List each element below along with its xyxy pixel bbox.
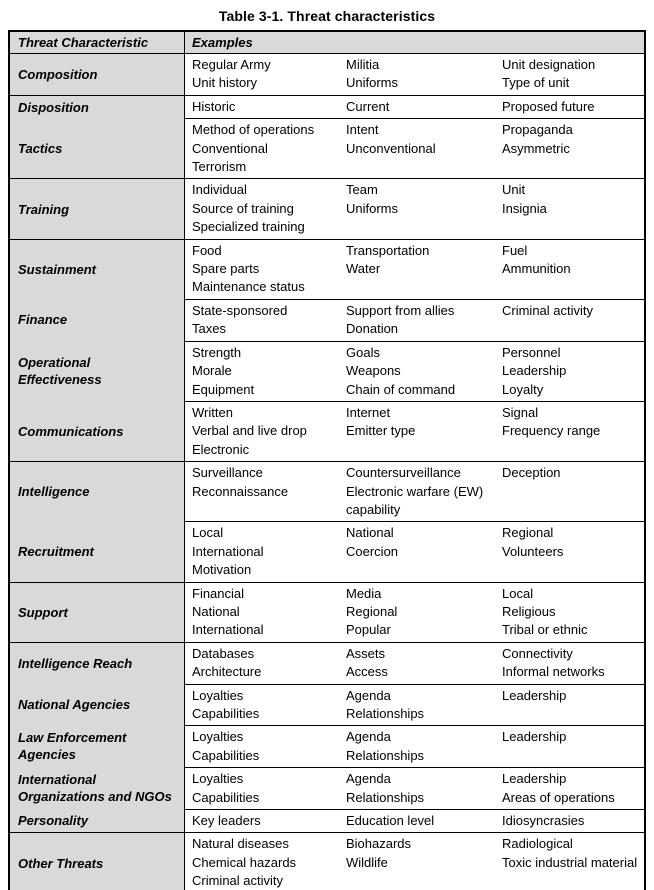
examples-column-2 [346,812,502,830]
header-threat-characteristic: Threat Characteristic [10,32,185,53]
characteristic-label: Operational Effectiveness [18,354,102,387]
example-item: Donation [346,321,399,337]
examples-column-1 [192,121,346,176]
characteristic-row-intelligence [10,462,644,521]
examples-cell [185,401,644,461]
examples-column-2 [346,585,502,640]
examples-cell [185,179,644,238]
example-item: Unit [502,182,526,198]
examples-cell [185,684,644,726]
characteristic-label-cell [10,583,185,642]
example-item: Media [346,585,382,601]
examples-cell [185,299,644,341]
example-item: Agenda [346,771,391,787]
example-item: Biohazards [346,836,412,852]
characteristic-label: Support [18,604,68,620]
example-item: Leadership [502,771,567,787]
example-item: Terrorism [192,159,247,175]
example-item: Transportation [346,242,430,258]
example-item: Regular Army [192,57,271,72]
example-item: Individual [192,182,247,198]
examples-cell [185,96,644,118]
examples-column-3 [502,687,640,724]
example-item: Relationships [346,789,425,805]
example-item: Popular [346,622,391,638]
example-item: Team [346,182,378,198]
example-item: Regional [502,525,554,541]
example-item: Personnel [502,344,561,360]
example-item: Toxic industrial material [502,854,638,870]
examples-column-3 [502,524,640,579]
example-item: Emitter type [346,423,416,439]
characteristic-label-cell [10,401,185,461]
examples-column-3 [502,645,640,682]
examples-column-2 [346,242,502,297]
example-item: Relationships [346,747,425,763]
example-item: Religious [502,603,556,619]
examples-column-3 [502,242,640,297]
example-item: Regional [346,603,398,619]
table-header-block [10,32,644,53]
examples-column-3 [502,585,640,640]
example-item: Local [192,525,224,541]
example-item: Verbal and live drop [192,423,307,439]
examples-cell [185,725,644,767]
example-item: Proposed future [502,98,595,114]
example-item: Written [192,404,233,420]
characteristic-label: Other Threats [18,855,104,871]
examples-column-1 [192,812,346,830]
example-item: Asymmetric [502,140,570,156]
characteristic-row-other-threats [10,833,644,890]
example-item: Tribal or ethnic [502,622,588,638]
example-item: Agenda [346,729,391,745]
characteristic-label: Law Enforcement Agencies [18,730,127,763]
example-item: Method of operations [192,122,315,138]
characteristic-row-intelligence-reach [10,643,644,684]
example-item: Signal [502,404,539,420]
examples-column-1 [192,181,346,236]
example-item: International [192,543,264,559]
table-block [10,642,644,833]
example-item: Strength [192,344,242,360]
example-item: Unit history [192,75,258,91]
example-item: Surveillance [192,465,263,481]
characteristic-row-tactics [10,118,644,178]
example-item: Water [346,261,381,277]
characteristic-row-national-agencies [10,684,644,726]
examples-column-3 [502,812,640,830]
example-item: Propaganda [502,122,573,138]
example-item: Weapons [346,363,401,379]
example-item: Fuel [502,242,528,258]
example-item: Current [346,98,390,114]
example-item: Intent [346,122,379,138]
characteristic-row-training [10,179,644,238]
example-item: Idiosyncrasies [502,813,585,829]
examples-column-3 [502,835,640,890]
example-item: Volunteers [502,543,564,559]
examples-column-2 [346,344,502,399]
example-item: Goals [346,344,380,360]
examples-cell [185,521,644,581]
examples-cell [185,462,644,521]
example-item: Criminal activity [192,873,284,889]
examples-cell [185,583,644,642]
examples-cell [185,240,644,299]
characteristic-row-disposition [10,96,644,118]
examples-column-2 [346,770,502,807]
examples-column-2 [346,645,502,682]
example-item: International [192,622,264,638]
example-item: Taxes [192,321,226,337]
characteristic-row-international-organizations-and-ngos [10,767,644,809]
characteristic-label: International Organizations and NGOs [18,772,172,805]
example-item: Militia [346,57,380,72]
example-item: Unconventional [346,140,436,156]
table-block [10,178,644,238]
examples-column-3 [502,56,640,93]
example-item: Countersurveillance [346,465,461,481]
examples-column-3 [502,344,640,399]
example-item: Support from allies [346,302,455,318]
example-item: Wildlife [346,854,388,870]
example-item: Conventional [192,140,268,156]
examples-column-2 [346,56,502,93]
examples-column-1 [192,585,346,640]
examples-column-1 [192,835,346,890]
characteristic-label: Composition [18,66,98,82]
example-item: Equipment [192,381,255,397]
characteristic-row-finance [10,299,644,341]
examples-column-3 [502,302,640,339]
examples-column-1 [192,728,346,765]
example-item: Capabilities [192,747,260,763]
example-item: Capabilities [192,706,260,721]
characteristic-label: Sustainment [18,261,97,277]
example-item: Food [192,242,222,258]
example-item: Coercion [346,543,399,559]
characteristic-label-cell [10,462,185,521]
characteristic-label-cell [10,96,185,118]
example-item: Access [346,664,388,680]
example-item: Loyalties [192,771,244,787]
example-item: Loyalties [192,687,244,703]
characteristic-row-support [10,583,644,642]
examples-column-1 [192,242,346,297]
example-item: Motivation [192,562,252,578]
characteristic-label: Intelligence Reach [18,655,133,671]
characteristic-label-cell [10,521,185,581]
example-item: Radiological [502,836,573,852]
header-examples: Examples [185,32,644,53]
examples-column-1 [192,302,346,339]
characteristic-label: Recruitment [18,543,94,559]
examples-column-1 [192,645,346,682]
table-title: Table 3-1. Threat characteristics [218,8,436,24]
examples-column-1 [192,56,346,93]
example-item: Leadership [502,687,567,703]
example-item: Historic [192,98,236,114]
examples-cell [185,767,644,809]
examples-column-2 [346,835,502,890]
example-item: Electronic [192,441,250,457]
example-item: Databases [192,645,255,661]
characteristic-label-cell [10,341,185,401]
example-item: Loyalties [192,729,244,745]
examples-column-1 [192,404,346,459]
example-item: Education level [346,813,435,829]
examples-column-3 [502,181,640,236]
example-item: Areas of operations [502,789,615,805]
examples-cell [185,118,644,178]
example-item: Frequency range [502,423,601,439]
example-item: Criminal activity [502,302,594,318]
examples-column-3 [502,121,640,176]
characteristic-label-cell [10,240,185,299]
characteristic-row-sustainment [10,240,644,299]
examples-column-1 [192,464,346,519]
header-row [10,32,644,53]
characteristic-label-cell [10,725,185,767]
example-item: Insignia [502,200,547,216]
table-block [10,239,644,461]
characteristic-label-cell [10,809,185,832]
example-item: Source of training [192,200,294,216]
table-block [10,53,644,95]
example-item: Morale [192,363,232,379]
characteristic-label-cell [10,684,185,726]
example-item: Ammunition [502,261,571,277]
characteristic-label: Disposition [18,99,89,115]
characteristic-label: Tactics [18,140,63,156]
example-item: National [192,603,240,619]
example-item: State-sponsored [192,302,288,318]
characteristic-row-communications [10,401,644,461]
examples-column-1 [192,770,346,807]
example-item: Deception [502,465,561,481]
examples-cell [185,54,644,95]
examples-cell [185,809,644,832]
examples-column-1 [192,98,346,116]
example-item: Architecture [192,664,262,680]
characteristic-row-recruitment [10,521,644,581]
characteristic-label-cell [10,643,185,684]
characteristic-label: National Agencies [18,697,131,712]
examples-cell [185,833,644,890]
example-item: Reconnaissance [192,483,289,499]
examples-column-2 [346,98,502,116]
characteristic-label-cell [10,54,185,95]
example-item: Chain of command [346,381,456,397]
examples-column-2 [346,181,502,236]
example-item: Uniforms [346,75,399,91]
threat-characteristics-table [8,30,646,890]
example-item: Assets [346,645,386,661]
characteristic-row-personality [10,809,644,832]
table-block [10,582,644,642]
example-item: Spare parts [192,261,260,277]
characteristic-label-cell [10,833,185,890]
examples-column-2 [346,121,502,176]
examples-column-3 [502,770,640,807]
example-item: Uniforms [346,200,399,216]
example-item: Unit designation [502,57,596,72]
examples-column-1 [192,687,346,724]
table-block [10,95,644,179]
example-item: Agenda [346,687,391,703]
characteristic-label: Finance [18,312,68,328]
characteristic-label: Communications [18,423,124,439]
examples-column-3 [502,728,640,765]
example-item: Chemical hazards [192,854,297,870]
examples-column-2 [346,464,502,519]
example-item: Electronic warfare (EW) capability [346,483,484,517]
characteristic-label-cell [10,179,185,238]
examples-column-1 [192,344,346,399]
characteristic-label: Training [18,201,70,217]
examples-column-2 [346,728,502,765]
example-item: Maintenance status [192,279,305,295]
table-block [10,832,644,890]
examples-cell [185,341,644,401]
table-block [10,461,644,581]
example-item: Local [502,585,534,601]
example-item: Type of unit [502,75,570,91]
example-item: Informal networks [502,664,605,680]
examples-cell [185,643,644,684]
characteristic-label: Personality [18,813,89,829]
examples-column-3 [502,98,640,116]
example-item: National [346,525,394,541]
example-item: Capabilities [192,789,260,805]
examples-column-3 [502,464,640,519]
characteristic-label-cell [10,767,185,809]
example-item: Natural diseases [192,836,289,852]
examples-column-1 [192,524,346,579]
example-item: Loyalty [502,381,544,397]
example-item: Financial [192,585,245,601]
characteristic-label-cell [10,299,185,341]
characteristic-row-operational-effectiveness [10,341,644,401]
example-item: Leadership [502,363,567,379]
examples-column-2 [346,524,502,579]
example-item: Relationships [346,706,425,721]
example-item: Internet [346,404,391,420]
example-item: Key leaders [192,813,261,829]
characteristic-row-law-enforcement-agencies [10,725,644,767]
characteristic-label-cell [10,118,185,178]
example-item: Connectivity [502,645,573,661]
examples-column-2 [346,302,502,339]
examples-column-2 [346,404,502,459]
examples-column-3 [502,404,640,459]
examples-column-2 [346,687,502,724]
characteristic-label: Intelligence [18,484,90,500]
example-item: Specialized training [192,219,305,235]
characteristic-row-composition [10,54,644,95]
example-item: Leadership [502,729,567,745]
